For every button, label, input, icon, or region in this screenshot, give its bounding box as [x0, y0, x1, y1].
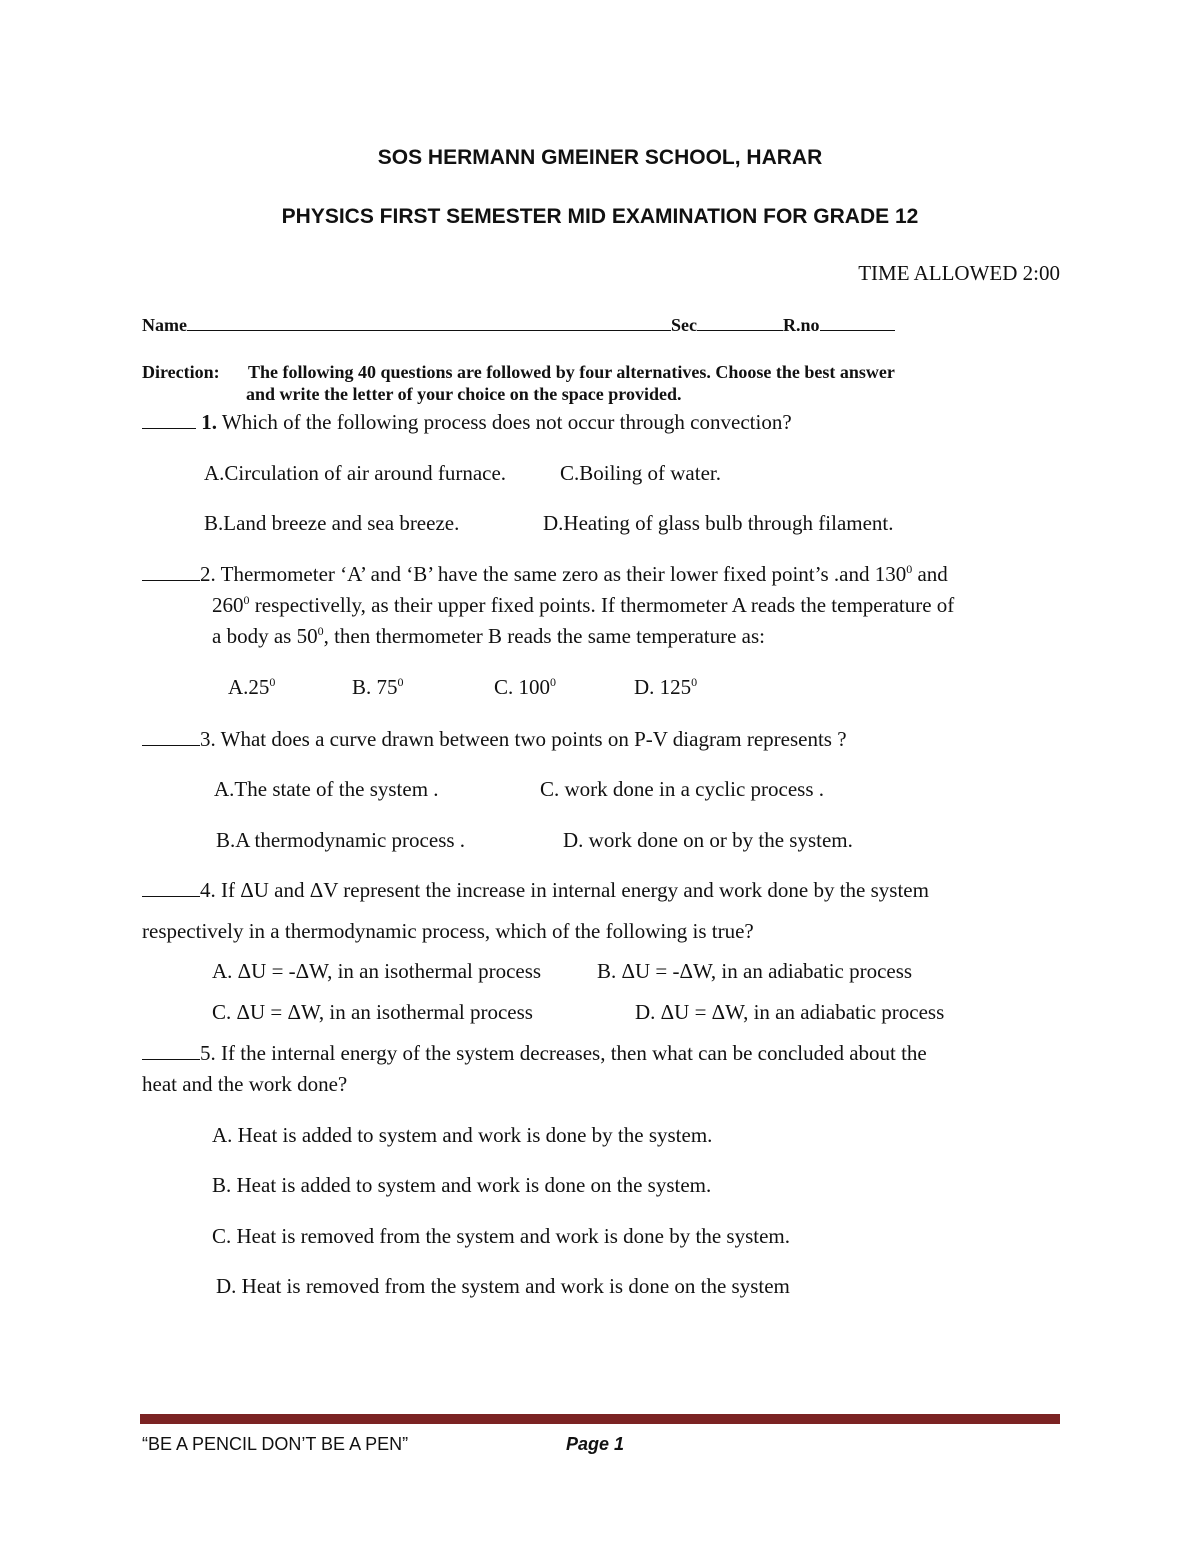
question-number: 2. — [200, 562, 216, 586]
answer-blank-5[interactable] — [142, 1041, 200, 1060]
question-number: 5. — [200, 1041, 216, 1065]
question-text: , then thermometer B reads the same temperature as: — [323, 624, 765, 648]
option-3b: B.A thermodynamic process . — [216, 828, 466, 852]
question-text: If ΔU and ΔV represent the increase in internal energy and work done by the system — [221, 878, 929, 902]
footer-motto: “BE A PENCIL DON’T BE A PEN” — [142, 1434, 409, 1454]
question-number: 3. — [200, 727, 216, 751]
option-text: A.25 — [228, 675, 270, 699]
sec-field[interactable] — [697, 312, 783, 331]
option-4c: C. ΔU = ΔW, in an isothermal process — [212, 1000, 533, 1024]
question-2-line-1 — [142, 562, 948, 587]
question-2-line-2 — [212, 593, 954, 618]
option-4b: B. ΔU = -ΔW, in an adiabatic process — [597, 959, 913, 983]
name-label: Name — [142, 315, 187, 335]
sec-label: Sec — [670, 315, 697, 335]
question-number: 4. — [200, 878, 216, 902]
answer-blank-2[interactable] — [142, 562, 200, 581]
question-text: and — [917, 562, 948, 586]
answer-blank-3[interactable] — [142, 727, 200, 746]
name-field[interactable] — [187, 312, 671, 331]
page-number: Page 1 — [566, 1434, 625, 1454]
option-3c: C. work done in a cyclic process . — [540, 777, 825, 801]
degree-sup: 0 — [691, 675, 698, 689]
question-5-line-2: heat and the work done? — [142, 1072, 348, 1096]
option-text: C. 100 — [494, 675, 551, 699]
question-3 — [142, 727, 847, 752]
option-4a: A. ΔU = -ΔW, in an isothermal process — [212, 959, 542, 983]
question-4-line-2: respectively in a thermodynamic process, which of the following is true? — [142, 919, 754, 943]
answer-blank-4[interactable] — [142, 878, 200, 897]
degree-sup: 0 — [397, 675, 404, 689]
question-text: If the internal energy of the system decreases, then what can be concluded about the — [221, 1041, 927, 1065]
rno-label: R.no — [782, 315, 820, 335]
option-2c — [494, 675, 556, 700]
option-1a: A.Circulation of air around furnace. — [204, 461, 507, 485]
option-5a: A. Heat is added to system and work is done by the system. — [212, 1123, 713, 1147]
footer-divider — [140, 1414, 1060, 1424]
option-5c: C. Heat is removed from the system and work is done by the system. — [212, 1224, 790, 1248]
exam-title: PHYSICS FIRST SEMESTER MID EXAMINATION FOR GRADE 12 — [281, 205, 919, 228]
degree-sup: 0 — [269, 675, 276, 689]
question-text: Thermometer ‘A’ and ‘B’ have the same zero as their lower fixed point’s .and 130 — [220, 562, 907, 586]
question-5-line-1 — [142, 1041, 927, 1066]
direction-line-2: and write the letter of your choice on the space provided. — [246, 384, 682, 404]
question-2-line-3 — [212, 624, 765, 649]
question-4-line-1 — [142, 878, 929, 903]
question-1 — [142, 410, 792, 435]
question-text: What does a curve drawn between two points on P-V diagram represents ? — [220, 727, 847, 751]
question-text: Which of the following process does not occur through convection? — [221, 410, 792, 434]
option-2d — [634, 675, 697, 700]
degree-sup: 0 — [906, 562, 913, 576]
option-text: D. 125 — [634, 675, 692, 699]
option-text: B. 75 — [352, 675, 398, 699]
option-2b — [352, 675, 404, 700]
student-info-line — [142, 312, 895, 336]
option-3d: D. work done on or by the system. — [563, 828, 853, 852]
school-name: SOS HERMANN GMEINER SCHOOL, HARAR — [377, 146, 823, 169]
degree-sup: 0 — [243, 593, 250, 607]
degree-sup: 0 — [550, 675, 557, 689]
option-5b: B. Heat is added to system and work is done on the system. — [212, 1173, 712, 1197]
option-1c: C.Boiling of water. — [560, 461, 721, 485]
option-2a — [228, 675, 275, 700]
question-number: 1. — [201, 410, 217, 434]
degree-sup: 0 — [317, 624, 324, 638]
direction-label: Direction: — [142, 362, 220, 382]
option-1b: B.Land breeze and sea breeze. — [204, 511, 460, 535]
option-4d: D. ΔU = ΔW, in an adiabatic process — [635, 1000, 945, 1024]
option-5d: D. Heat is removed from the system and work is done on the system — [216, 1274, 790, 1298]
question-text: respectivelly, as their upper fixed points. If thermometer A reads the temperature of — [254, 593, 955, 617]
answer-blank-1[interactable] — [142, 410, 196, 429]
time-allowed: TIME ALLOWED 2:00 — [858, 261, 1060, 285]
question-text: 260 — [212, 593, 244, 617]
option-3a: A.The state of the system . — [214, 777, 439, 801]
question-text: a body as 50 — [212, 624, 318, 648]
direction-line-1: The following 40 questions are followed by four alternatives. Choose the best answer — [248, 362, 895, 382]
option-1d: D.Heating of glass bulb through filament. — [543, 511, 894, 535]
rno-field[interactable] — [820, 312, 895, 331]
